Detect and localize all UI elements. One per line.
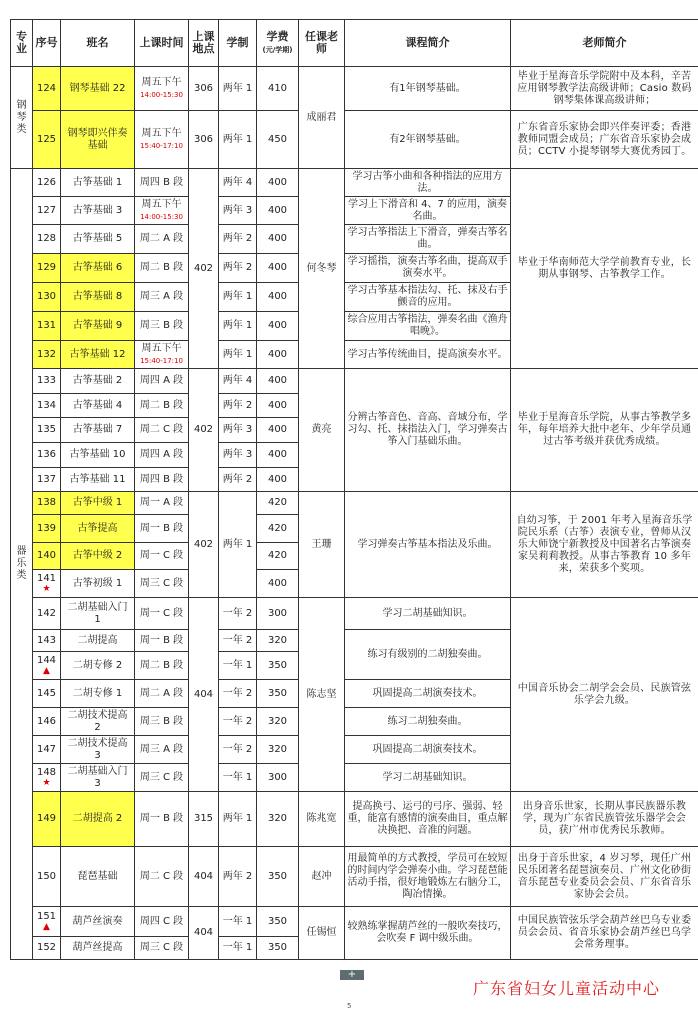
row-fee: 400: [257, 443, 299, 468]
row-no: 145: [33, 680, 61, 708]
row-bio: 出身音乐世家，长期从事民族器乐教学，现为广东省民族管弦乐器学会会员，获广州市优秀民乐教师。: [511, 792, 698, 847]
table-row: [11, 369, 698, 394]
row-no: 152: [33, 937, 61, 960]
triangle-icon: ▲: [43, 922, 50, 932]
row-no: 126: [33, 169, 61, 197]
time-sub: 15:40-17:10: [140, 356, 183, 365]
row-name: 古筝基础 6: [61, 254, 135, 283]
row-name: 古筝基础 4: [61, 394, 135, 418]
row-time: 周一 B 段: [135, 792, 189, 847]
row-no: 137: [33, 468, 61, 492]
row-term: 两年 2: [219, 225, 257, 254]
table-row: [11, 598, 698, 630]
add-button[interactable]: +: [340, 970, 364, 980]
row-fee: 350: [257, 937, 299, 960]
header-major: 专业: [11, 20, 33, 67]
row-fee: 400: [257, 570, 299, 598]
row-desc: 学习摇指，演奏古筝名曲，提高双手演奏水平。: [345, 254, 511, 283]
header-fee: [257, 20, 299, 67]
group-teacher: 何冬琴: [299, 169, 345, 369]
row-no: 128: [33, 225, 61, 254]
row-term: 两年 2: [219, 394, 257, 418]
row-fee: 450: [257, 111, 299, 169]
group-place: 404: [189, 598, 219, 792]
row-fee: 300: [257, 598, 299, 630]
row-desc: 学习古筝基本指法勾、托、抹及右手颤音的应用。: [345, 283, 511, 312]
row-fee: 420: [257, 543, 299, 570]
row-time: 周一 B 段: [135, 515, 189, 543]
group-term: 两年 1: [219, 492, 257, 598]
row-term: 两年 2: [219, 847, 257, 907]
row-name: 二胡基础入门 3: [61, 764, 135, 792]
group-teacher: 陈志坚: [299, 598, 345, 792]
header-serial: 序号: [33, 20, 61, 67]
row-fee: 350: [257, 652, 299, 680]
row-fee: 400: [257, 468, 299, 492]
row-term: 两年 4: [219, 369, 257, 394]
header-row: [11, 20, 698, 67]
row-no: [33, 570, 61, 598]
row-time: 周一 C 段: [135, 543, 189, 570]
group-teacher: 黄亮: [299, 369, 345, 492]
row-desc: 学习二胡基础知识。: [345, 764, 511, 792]
row-name: 二胡专修 2: [61, 652, 135, 680]
row-name: 古筝基础 10: [61, 443, 135, 468]
header-course-intro: 课程简介: [345, 20, 511, 67]
row-name: 二胡提高: [61, 630, 135, 652]
row-name: 古筝基础 2: [61, 369, 135, 394]
row-term: 一年 2: [219, 598, 257, 630]
row-desc: 学习古筝小曲和各种指法的应用方法。: [345, 169, 511, 197]
row-time: 周一 B 段: [135, 630, 189, 652]
fee-unit: (元/学期): [262, 46, 293, 54]
major-piano: 钢琴类: [11, 67, 33, 169]
row-no: 140: [33, 543, 61, 570]
row-name: 古筝中级 1: [61, 492, 135, 515]
row-name: 二胡提高 2: [61, 792, 135, 847]
header-class: 班名: [61, 20, 135, 67]
table-row: [11, 907, 698, 937]
row-name: 钢琴即兴伴奏基础: [61, 111, 135, 169]
row-fee: 400: [257, 369, 299, 394]
row-name: 二胡技术提高 2: [61, 708, 135, 736]
row-no: 142: [33, 598, 61, 630]
header-teacher-intro: 老师简介: [511, 20, 698, 67]
row-name: 葫芦丝演奏: [61, 907, 135, 937]
row-term: 两年 1: [219, 792, 257, 847]
group-teacher: 王珊: [299, 492, 345, 598]
row-time: 周二 C 段: [135, 847, 189, 907]
row-desc: 提高换弓、运弓的弓序、强弱、轻重，能富有感情的演奏曲目，重点解决换把、音准的问题。: [345, 792, 511, 847]
row-desc: 学习古筝指法上下滑音，弹奏古筝名曲。: [345, 225, 511, 254]
row-no: 136: [33, 443, 61, 468]
row-term: 一年 1: [219, 764, 257, 792]
row-term: 一年 2: [219, 680, 257, 708]
row-no: 139: [33, 515, 61, 543]
time-main: 周五下午: [141, 342, 182, 354]
table-row: [11, 492, 698, 515]
row-term: 两年 1: [219, 312, 257, 341]
table-row: [11, 169, 698, 197]
row-place: 306: [189, 67, 219, 111]
row-time: 周三 C 段: [135, 937, 189, 960]
table-row: [11, 847, 698, 907]
group-desc: 分辨古筝音色、音高、音域分布，学习勾、托、抹指法入门，学习弹奏古筝入门基础乐曲。: [345, 369, 511, 492]
row-name: 古筝基础 1: [61, 169, 135, 197]
row-no: 143: [33, 630, 61, 652]
row-time: [135, 67, 189, 111]
row-desc: 学习古筝传统曲目，提高演奏水平。: [345, 341, 511, 369]
row-no: 132: [33, 341, 61, 369]
row-time: 周四 B 段: [135, 468, 189, 492]
row-desc: 学习二胡基础知识。: [345, 598, 511, 630]
table-row: [11, 111, 698, 169]
row-place: 404: [189, 847, 219, 907]
row-time: 周二 C 段: [135, 418, 189, 443]
row-desc: 用最简单的方式教授，学员可在较短的时间内学会弹奏小曲。学习琵琶能活动手指，很好地锻炼左右脑分工，陶冶情操。: [345, 847, 511, 907]
row-term: 两年 3: [219, 418, 257, 443]
group-place: 402: [189, 169, 219, 369]
row-name: 二胡基础入门 1: [61, 598, 135, 630]
row-fee: 400: [257, 169, 299, 197]
course-table: [10, 19, 698, 960]
row-name: 钢琴基础 22: [61, 67, 135, 111]
row-fee: 350: [257, 847, 299, 907]
row-time: 周二 B 段: [135, 652, 189, 680]
group-desc: 学习弹奏古筝基本指法及乐曲。: [345, 492, 511, 598]
row-no: 129: [33, 254, 61, 283]
row-fee: 400: [257, 341, 299, 369]
row-fee: 350: [257, 680, 299, 708]
group-place: 402: [189, 492, 219, 598]
row-term: 两年 3: [219, 197, 257, 225]
row-name: 二胡技术提高 3: [61, 736, 135, 764]
row-no-text: 151: [36, 911, 57, 922]
row-time: [135, 197, 189, 225]
triangle-icon: ▲: [43, 666, 50, 676]
header-place: 上课地点: [189, 20, 219, 67]
row-teacher: 陈兆宽: [299, 792, 345, 847]
row-desc: 学习上下滑音和 4、7 的应用，演奏名曲。: [345, 197, 511, 225]
row-no: [33, 764, 61, 792]
group-teacher: 任锡恒: [299, 907, 345, 960]
row-fee: 320: [257, 708, 299, 736]
row-no: 147: [33, 736, 61, 764]
time-sub: 15:40-17:10: [140, 141, 183, 150]
row-no: 138: [33, 492, 61, 515]
row-fee: 410: [257, 67, 299, 111]
row-fee: 400: [257, 312, 299, 341]
row-no: [33, 652, 61, 680]
row-fee: 400: [257, 418, 299, 443]
row-term: 两年 3: [219, 443, 257, 468]
row-term: 一年 1: [219, 652, 257, 680]
row-no: [33, 907, 61, 937]
row-name: 古筝初级 1: [61, 570, 135, 598]
fee-label: 学费: [266, 30, 289, 43]
page-number: 5: [347, 1002, 352, 1010]
group-place: 404: [189, 907, 219, 960]
row-no: 146: [33, 708, 61, 736]
major-instrument: 器乐类: [11, 169, 33, 960]
time-main: 周五下午: [141, 127, 182, 139]
star-icon: ★: [42, 778, 51, 788]
row-time: 周三 C 段: [135, 570, 189, 598]
row-time: 周二 A 段: [135, 680, 189, 708]
row-teacher: 成丽君: [299, 67, 345, 169]
row-no: 150: [33, 847, 61, 907]
row-fee: 350: [257, 907, 299, 937]
row-name: 古筝中级 2: [61, 543, 135, 570]
row-time: 周二 A 段: [135, 225, 189, 254]
row-name: 古筝基础 11: [61, 468, 135, 492]
row-fee: 400: [257, 394, 299, 418]
row-no-text: 141: [36, 573, 57, 584]
row-desc: 有1年钢琴基础。: [345, 67, 511, 111]
row-name: 古筝基础 9: [61, 312, 135, 341]
row-time: 周三 B 段: [135, 312, 189, 341]
row-desc: 综合应用古筝指法，弹奏名曲《渔舟唱晚》。: [345, 312, 511, 341]
row-no: 149: [33, 792, 61, 847]
row-fee: 400: [257, 254, 299, 283]
row-time: 周一 A 段: [135, 492, 189, 515]
row-no: 124: [33, 67, 61, 111]
group-desc: 较熟练掌握葫芦丝的一般吹奏技巧，会吹奏 F 调中级乐曲。: [345, 907, 511, 960]
row-name: 二胡专修 1: [61, 680, 135, 708]
group-bio: 毕业于华南师范大学学前教育专业，长期从事钢琴、古筝教学工作。: [511, 169, 698, 369]
row-no: 125: [33, 111, 61, 169]
row-term: 两年 2: [219, 254, 257, 283]
row-term: 一年 1: [219, 937, 257, 960]
row-no-text: 148: [36, 767, 57, 778]
table-row: [11, 67, 698, 111]
row-time: 周四 C 段: [135, 907, 189, 937]
row-no: 131: [33, 312, 61, 341]
row-bio: 广东省音乐家协会即兴伴奏评委；香港教师同盟会成员；广东省音乐家协会成员；CCTV 小提琴钢琴大赛优秀园丁。: [511, 111, 698, 169]
row-name: 古筝基础 5: [61, 225, 135, 254]
row-time: 周四 B 段: [135, 169, 189, 197]
group-place: 402: [189, 369, 219, 492]
row-fee: 400: [257, 283, 299, 312]
group-bio: 自幼习筝，于 2001 年考入星海音乐学院民乐系（古筝）表演专业，曾师从汉乐大师饶宁新教授及中国著名古筝演奏家吴莉莉教授。从事古筝教育 10 多年来，荣获多个奖项。: [511, 492, 698, 598]
time-main: 周五下午: [141, 76, 182, 88]
row-fee: 420: [257, 492, 299, 515]
time-sub: 14:00-15:30: [140, 90, 183, 99]
row-fee: 320: [257, 630, 299, 652]
row-term: 两年 4: [219, 169, 257, 197]
row-bio: 毕业于星海音乐学院附中及本科，辛苦应用钢琴教学法高级讲师；Casio 数码钢琴集体课高级讲师；: [511, 67, 698, 111]
group-bio: 中国音乐协会二胡学会会员、民族管弦乐学会九级。: [511, 598, 698, 792]
row-no: 135: [33, 418, 61, 443]
row-desc: 有2年钢琴基础。: [345, 111, 511, 169]
row-time: 周二 B 段: [135, 394, 189, 418]
row-desc: 练习二胡独奏曲。: [345, 708, 511, 736]
row-term: 一年 2: [219, 736, 257, 764]
row-fee: 320: [257, 736, 299, 764]
star-icon: ★: [42, 584, 51, 594]
row-name: 葫芦丝提高: [61, 937, 135, 960]
row-desc: 巩固提高二胡演奏技术。: [345, 736, 511, 764]
row-name: 古筝提高: [61, 515, 135, 543]
row-time: 周四 A 段: [135, 369, 189, 394]
header-teacher: 任课老师: [299, 20, 345, 67]
group-bio: 毕业于星海音乐学院，从事古筝教学多年，每年培养大批中老年、少年学员通过古筝考级并获优秀成绩。: [511, 369, 698, 492]
row-term: 两年 1: [219, 111, 257, 169]
row-term: 一年 2: [219, 630, 257, 652]
row-time: 周二 B 段: [135, 254, 189, 283]
row-no: 127: [33, 197, 61, 225]
row-time: 周一 C 段: [135, 598, 189, 630]
row-desc: 巩固提高二胡演奏技术。: [345, 680, 511, 708]
table-row: [11, 792, 698, 847]
row-teacher: 赵冲: [299, 847, 345, 907]
row-fee: 320: [257, 792, 299, 847]
row-time: [135, 111, 189, 169]
row-fee: 400: [257, 197, 299, 225]
header-term: 学制: [219, 20, 257, 67]
row-term: 两年 1: [219, 67, 257, 111]
time-main: 周五下午: [141, 198, 182, 210]
header-time: 上课时间: [135, 20, 189, 67]
row-term: 两年 1: [219, 283, 257, 312]
row-name: 古筝基础 8: [61, 283, 135, 312]
group-bio: 中国民族管弦乐学会葫芦丝巴乌专业委员会会员、省音乐家协会葫芦丝巴乌学会常务理事。: [511, 907, 698, 960]
row-time: 周四 A 段: [135, 443, 189, 468]
row-time: 周三 B 段: [135, 708, 189, 736]
row-term: 一年 2: [219, 708, 257, 736]
row-name: 古筝基础 7: [61, 418, 135, 443]
row-term: 两年 2: [219, 468, 257, 492]
row-fee: 300: [257, 764, 299, 792]
row-name: 古筝基础 3: [61, 197, 135, 225]
row-name: 琵琶基础: [61, 847, 135, 907]
row-name: 古筝基础 12: [61, 341, 135, 369]
row-fee: 420: [257, 515, 299, 543]
row-time: [135, 341, 189, 369]
row-no-text: 144: [36, 655, 57, 666]
time-sub: 14:00-15:30: [140, 212, 183, 221]
row-fee: 400: [257, 225, 299, 254]
row-term: 两年 1: [219, 341, 257, 369]
group-desc: 练习有级别的二胡独奏曲。: [345, 630, 511, 680]
row-bio: 出身于音乐世家，4 岁习琴，现任广州民乐团著名琵琶演奏员、广州文化砂街音乐琵琶专业委员会会员、广东省音乐家协会会员。: [511, 847, 698, 907]
row-time: 周三 C 段: [135, 764, 189, 792]
row-term: 一年 1: [219, 907, 257, 937]
footer-org-name: 广东省妇女儿童活动中心: [473, 979, 661, 998]
row-no: 130: [33, 283, 61, 312]
row-no: 133: [33, 369, 61, 394]
row-place: 315: [189, 792, 219, 847]
row-time: 周三 A 段: [135, 736, 189, 764]
row-time: 周三 A 段: [135, 283, 189, 312]
row-no: 134: [33, 394, 61, 418]
row-place: 306: [189, 111, 219, 169]
